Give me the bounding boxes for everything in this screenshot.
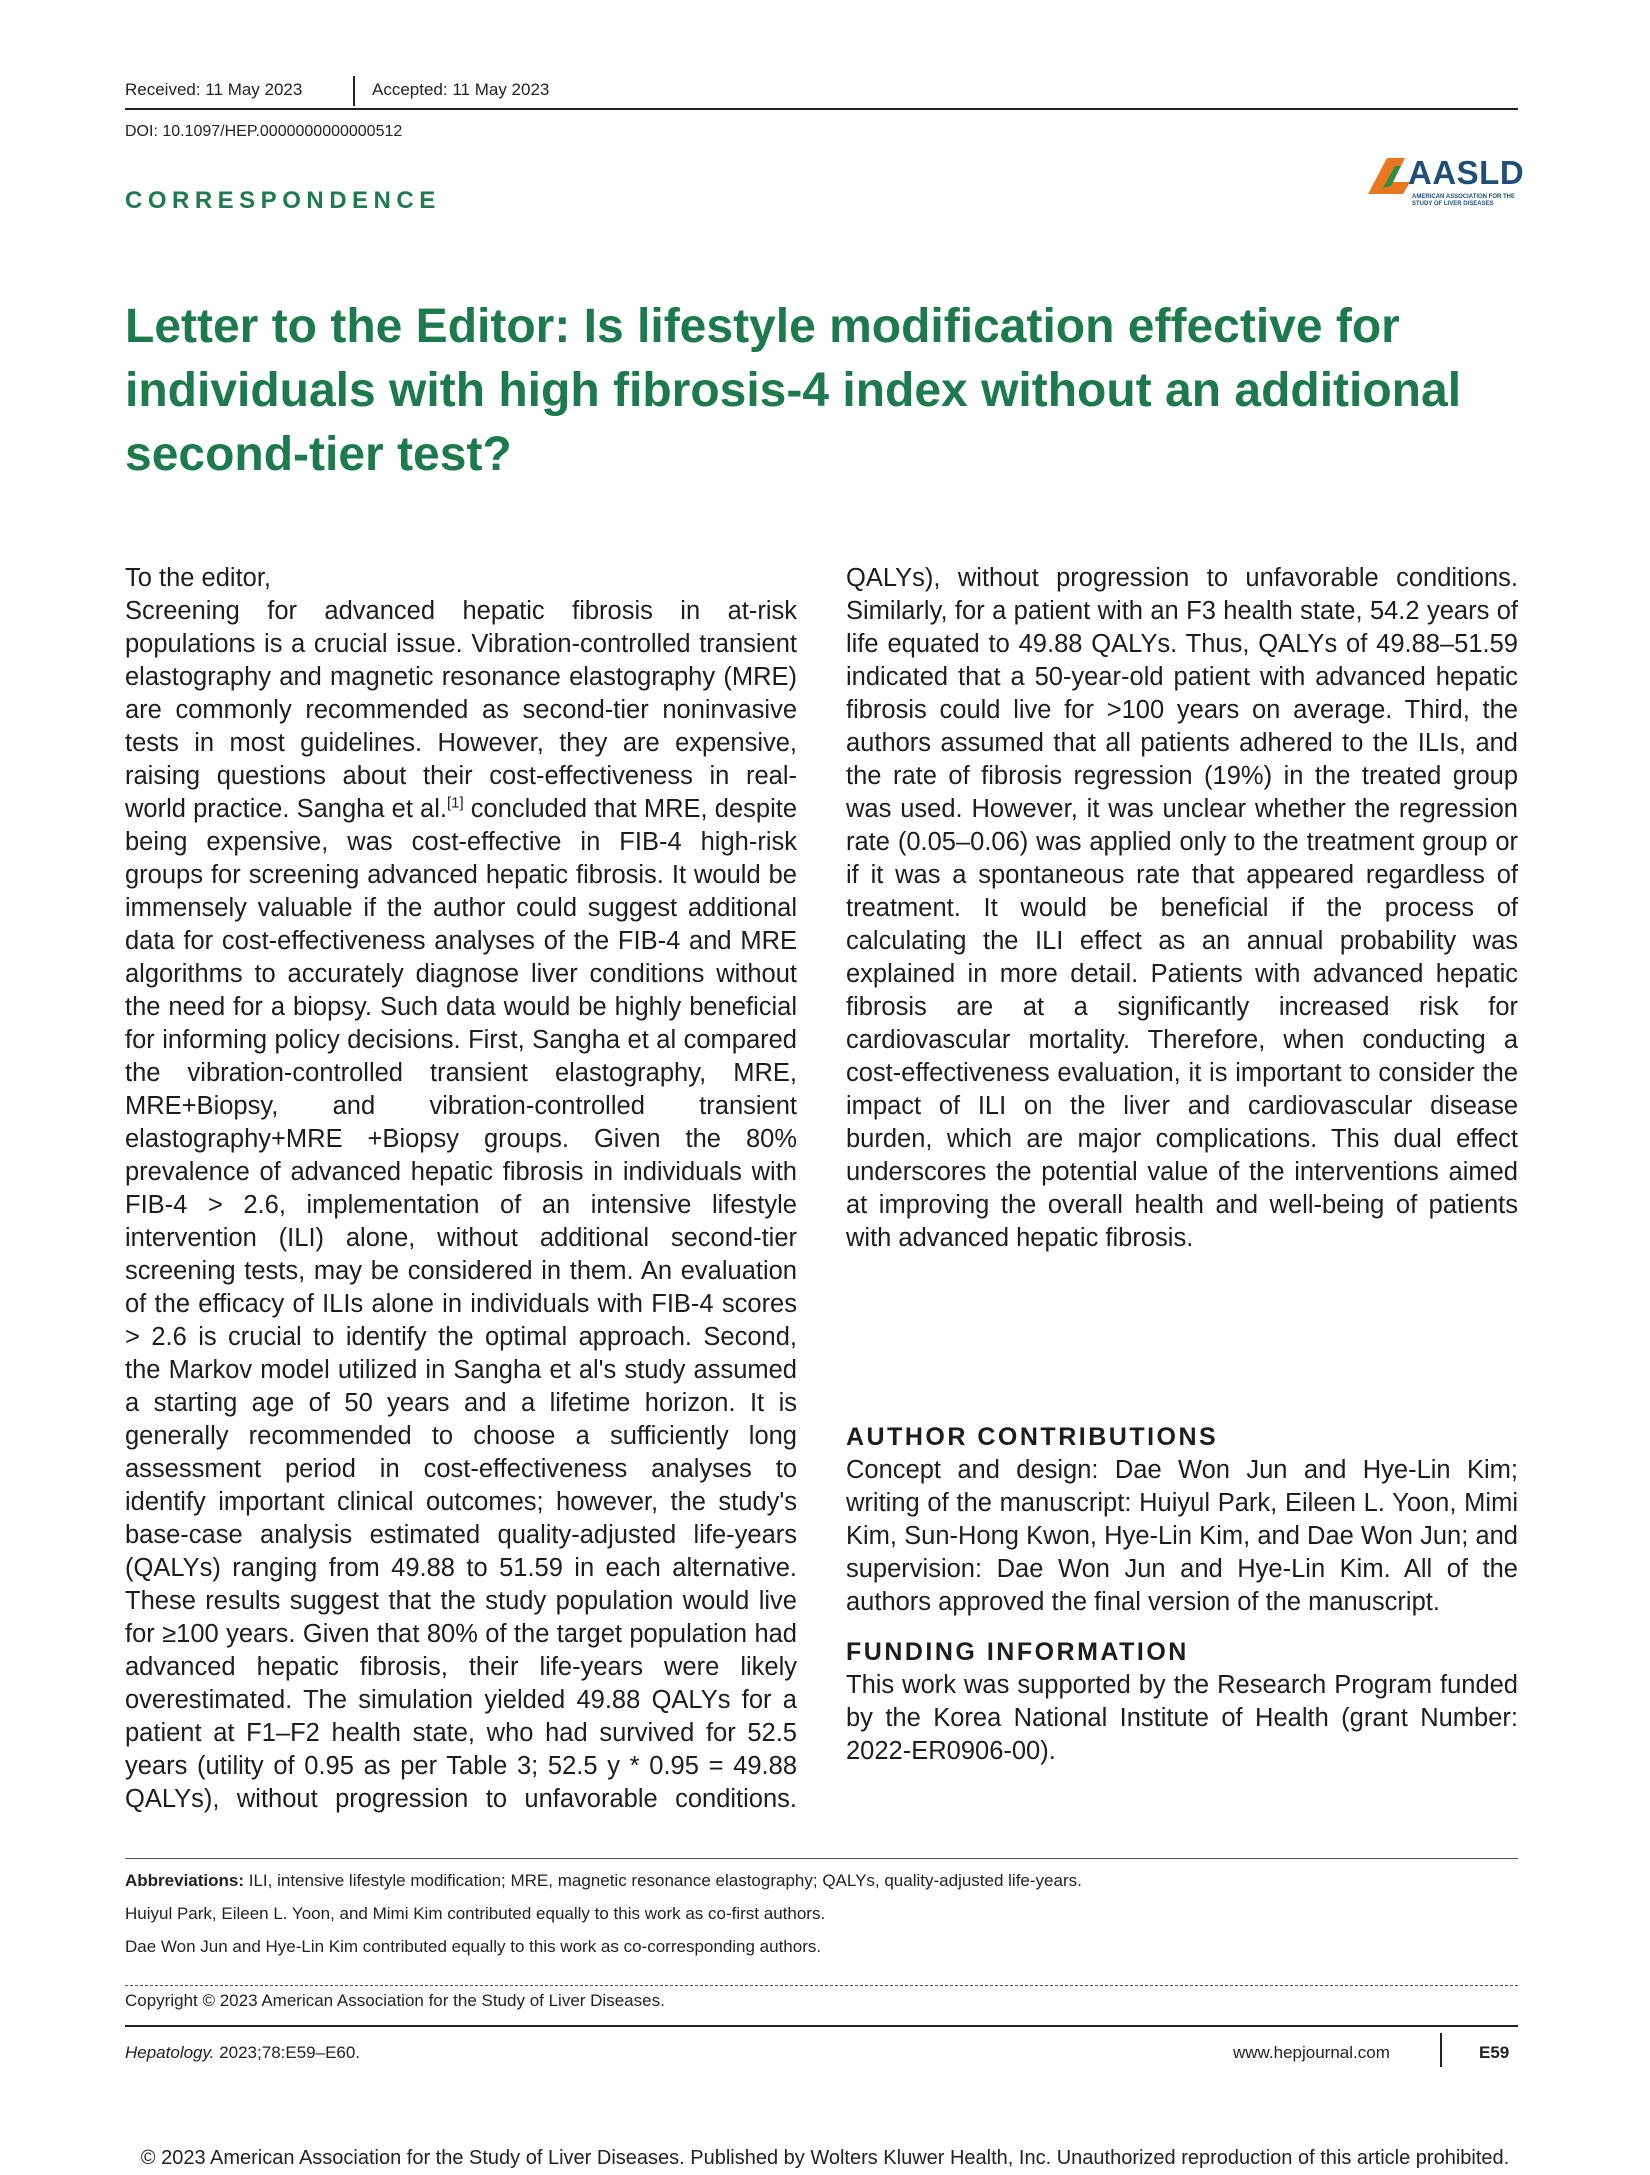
footer-divider: [1440, 2033, 1442, 2067]
reference-link[interactable]: [1]: [446, 794, 464, 812]
citation-text: 2023;78:E59–E60.: [214, 2043, 361, 2062]
body-right-column: [846, 562, 1518, 1768]
doi[interactable]: DOI: 10.1097/HEP.0000000000000512: [125, 123, 403, 140]
journal-website[interactable]: www.hepjournal.com: [1233, 2043, 1390, 2062]
funding-text: This work was supported by the Research Program funded by the Korea National Institute of Health (grant Number: 2022-ER0906-00).: [846, 1671, 1518, 1765]
header-rule: [125, 108, 1518, 110]
continuation-paragraph: [846, 562, 1518, 1255]
body-left-column: [125, 562, 797, 1814]
article-title: Letter to the Editor: Is lifestyle modification effective for individuals with high fibrosis-4 index without an additional second-tier test?: [125, 300, 1462, 481]
reproduction-notice: © 2023 American Association for the Study of Liver Diseases. Published by Wolters Kluwer Health, Inc. Unauthorized reproduction of this article prohibited.: [140, 2147, 1510, 2169]
body-text-part1: Screening for advanced hepatic fibrosis in at-risk populations is a crucial issue. Vibration-controlled transient elastography and magnetic resonance elastography (MRE) are commonly recommended as second-tier noninvasive tests in most guidelines. However, they are expensive, raising questions about their cost-effectiveness in real-world practice. Sangha et al.: [125, 597, 797, 823]
accepted-date: Accepted: 11 May 2023: [372, 80, 550, 99]
continuation-part2: QALYs), without progression to unfavorable conditions. Similarly, for a patient with an F3 health state, 54.2 years of life equated to 49.88 QALYs. Thus, QALYs of 49.88–51.59 indicated that a 50-year-old patient with advanced hepatic fibrosis could live for >100 years on average. Third, the authors assumed that all patients adhered to the ILIs, and the rate of fibrosis regression (19%) in the treated group was used. However, it was unclear whether the regression rate (0.05–0.06) was applied only to the treatment group or if it was a spontaneous rate that appeared regardless of treatment. It would be beneficial if the process of calculating the ILI effect as an annual probability was explained in more detail. Patients with advanced hepatic fibrosis are at a significantly increased risk for cardiovascular mortality. Therefore, when conducting a cost-effectiveness evaluation, it is important to consider the impact of ILI on the liver and cardiovascular disease burden, which are major complications. This dual effect underscores the potential value of the interventions aimed at improving the overall health and well-being of patients with advanced hepatic fibrosis.: [846, 564, 1518, 1252]
co-corresponding-note: Dae Won Jun and Hye-Lin Kim contributed equally to this work as co-corresponding authors.: [125, 1937, 822, 1956]
section-label: CORRESPONDENCE: [125, 187, 441, 214]
received-date: Received: 11 May 2023: [125, 80, 303, 99]
body-continuation: [846, 562, 1518, 1387]
co-first-authors-note: Huiyul Park, Eileen L. Yoon, and Mimi Kim contributed equally to this work as co-first authors.: [125, 1904, 826, 1923]
abbreviations-label: Abbreviations:: [125, 1871, 245, 1890]
dashed-separator: [125, 1985, 1518, 1986]
body-text-part2: concluded that MRE, despite being expensive, was cost-effective in FIB-4 high-risk groups for screening advanced hepatic fibrosis. It would be immensely valuable if the author could suggest additional data for cost-effectiveness analyses of the FIB-4 and MRE algorithms to accurately diagnose liver conditions without the need for a biopsy. Such data would be highly beneficial for informing policy decisions. First, Sangha et al compared the vibration-controlled transient elastography, MRE, MRE+Biopsy, and vibration-controlled transient elastography+MRE +Biopsy groups. Given the 80% prevalence of advanced hepatic fibrosis in individuals with FIB-4 > 2.6, implementation of an intensive lifestyle intervention (ILI) alone, without additional second-tier screening tests, may be considered in them. An evaluation of the efficacy of ILIs alone in individuals with FIB-4 scores > 2.6 is crucial to identify the optimal approach. Second, the Markov model utilized in Sangha et al's study assumed a starting age of 50 years and a lifetime horizon. It is generally recommended to choose a sufficiently long assessment period in cost-effectiveness analyses to identify important clinical outcomes; however, the study's base-case analysis estimated quality-adjusted life-years (QALYs) ranging from 49.88 to 51.59 in each alternative. These results suggest that the study population would live for ≥100 years. Given that 80% of the target population had advanced hepatic fibrosis, their life-years were likely overestimated. The simulation yielded 49.88 QALYs for a patient at F1–F2 health state, who had survived for 52.5 years (utility of 0.95 as per Table 3; 52.5 y * 0.95 = 49.88 QALYs), without progression to unfavorable conditions.: [125, 795, 797, 1813]
author-contributions-heading: AUTHOR CONTRIBUTIONS: [846, 1423, 1219, 1451]
footnote-rule: [125, 1858, 1518, 1859]
footer-rule: [125, 2025, 1518, 2027]
salutation: To the editor,: [125, 564, 272, 592]
body-paragraph: [125, 595, 797, 1814]
journal-name: Hepatology.: [125, 2043, 215, 2062]
logo-wordmark: AASLD: [1408, 154, 1525, 191]
author-contributions-text: Concept and design: Dae Won Jun and Hye-Lin Kim; writing of the manuscript: Huiyul Park, Eileen L. Yoon, Mimi Kim, Sun-Hong Kwon, Hye-Lin Kim, and Dae Won Jun; and supervision: Dae Won Jun and Hye-Lin Kim. All of the authors approved the final version of the manuscript.: [846, 1456, 1518, 1616]
page-number: E59: [1479, 2043, 1510, 2062]
body-continuation-text: [846, 562, 1518, 1255]
abbreviations-text: ILI, intensive lifestyle modification; MRE, magnetic resonance elastography; QALYs, quality-adjusted life-years.: [244, 1871, 1082, 1890]
copyright-note: Copyright © 2023 American Association for the Study of Liver Diseases.: [125, 1991, 665, 2010]
journal-citation: [125, 2043, 360, 2063]
abbreviations-note: [125, 1871, 1082, 1891]
funding-heading: FUNDING INFORMATION: [846, 1638, 1189, 1666]
header-divider: [353, 76, 355, 106]
logo-subtitle: AMERICAN ASSOCIATION FOR THE STUDY OF LIVER DISEASES: [1412, 194, 1515, 207]
